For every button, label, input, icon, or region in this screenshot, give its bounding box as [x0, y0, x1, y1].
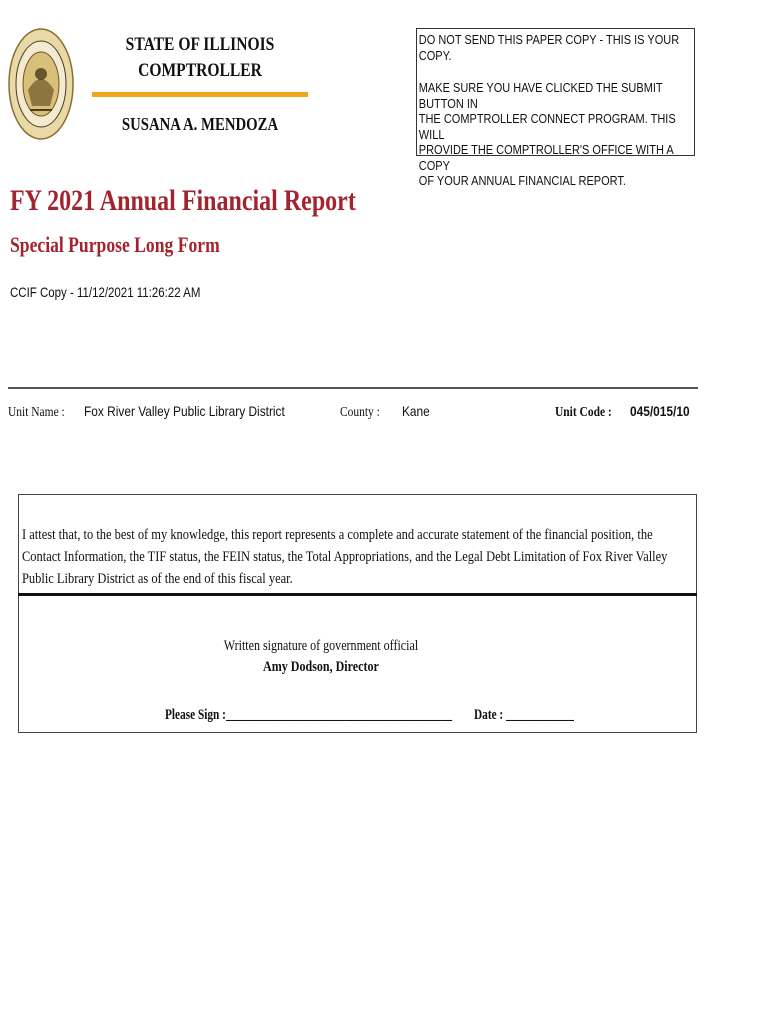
report-title: FY 2021 Annual Financial Report: [10, 184, 356, 217]
attestation-statement: I attest that, to the best of my knowledge, this report represents a complete and accurate statement of the financial position, the Contact Information, the TIF status, the FEIN status, the Total Appropriations, and the Legal Debt Limitation of Fox River Valley Public Library District as of the end of this fiscal year.: [22, 527, 668, 587]
date-line: Date : ____________: [474, 707, 574, 723]
signer-name: Amy Dodson, Director: [263, 659, 379, 675]
unit-name-value: Fox River Valley Public Library District: [84, 403, 285, 419]
unit-name-label: Unit Name :: [8, 404, 65, 419]
notice-line: DO NOT SEND THIS PAPER COPY - THIS IS YOUR COPY.: [418, 33, 680, 63]
county-value: Kane: [402, 403, 430, 419]
signature-line: Please Sign :________________________________________: [165, 707, 453, 723]
county-label: County :: [340, 404, 380, 419]
ccif-copy-timestamp: CCIF Copy - 11/12/2021 11:26:22 AM: [10, 284, 201, 300]
office-heading: COMPTROLLER: [138, 60, 262, 81]
notice-line: MAKE SURE YOU HAVE CLICKED THE SUBMIT BUTTON IN: [418, 81, 663, 111]
notice-line: PROVIDE THE COMPTROLLER'S OFFICE WITH A COPY: [418, 143, 674, 173]
signature-caption: Written signature of government official: [223, 638, 419, 654]
notice-box: [416, 28, 695, 188]
notice-line: THE COMPTROLLER CONNECT PROGRAM. THIS WILL: [418, 112, 676, 142]
unit-code-label: Unit Code :: [555, 404, 612, 419]
accent-divider: [92, 92, 308, 97]
attestation-divider: [18, 593, 697, 596]
illinois-state-seal-icon: [8, 28, 74, 140]
notice-line: OF YOUR ANNUAL FINANCIAL REPORT.: [418, 174, 626, 188]
section-divider: [8, 387, 698, 389]
state-heading: STATE OF ILLINOIS: [125, 34, 275, 55]
unit-code-value: 045/015/10: [630, 403, 690, 419]
official-name: SUSANA A. MENDOZA: [121, 114, 279, 134]
report-subtitle: Special Purpose Long Form: [10, 232, 220, 257]
